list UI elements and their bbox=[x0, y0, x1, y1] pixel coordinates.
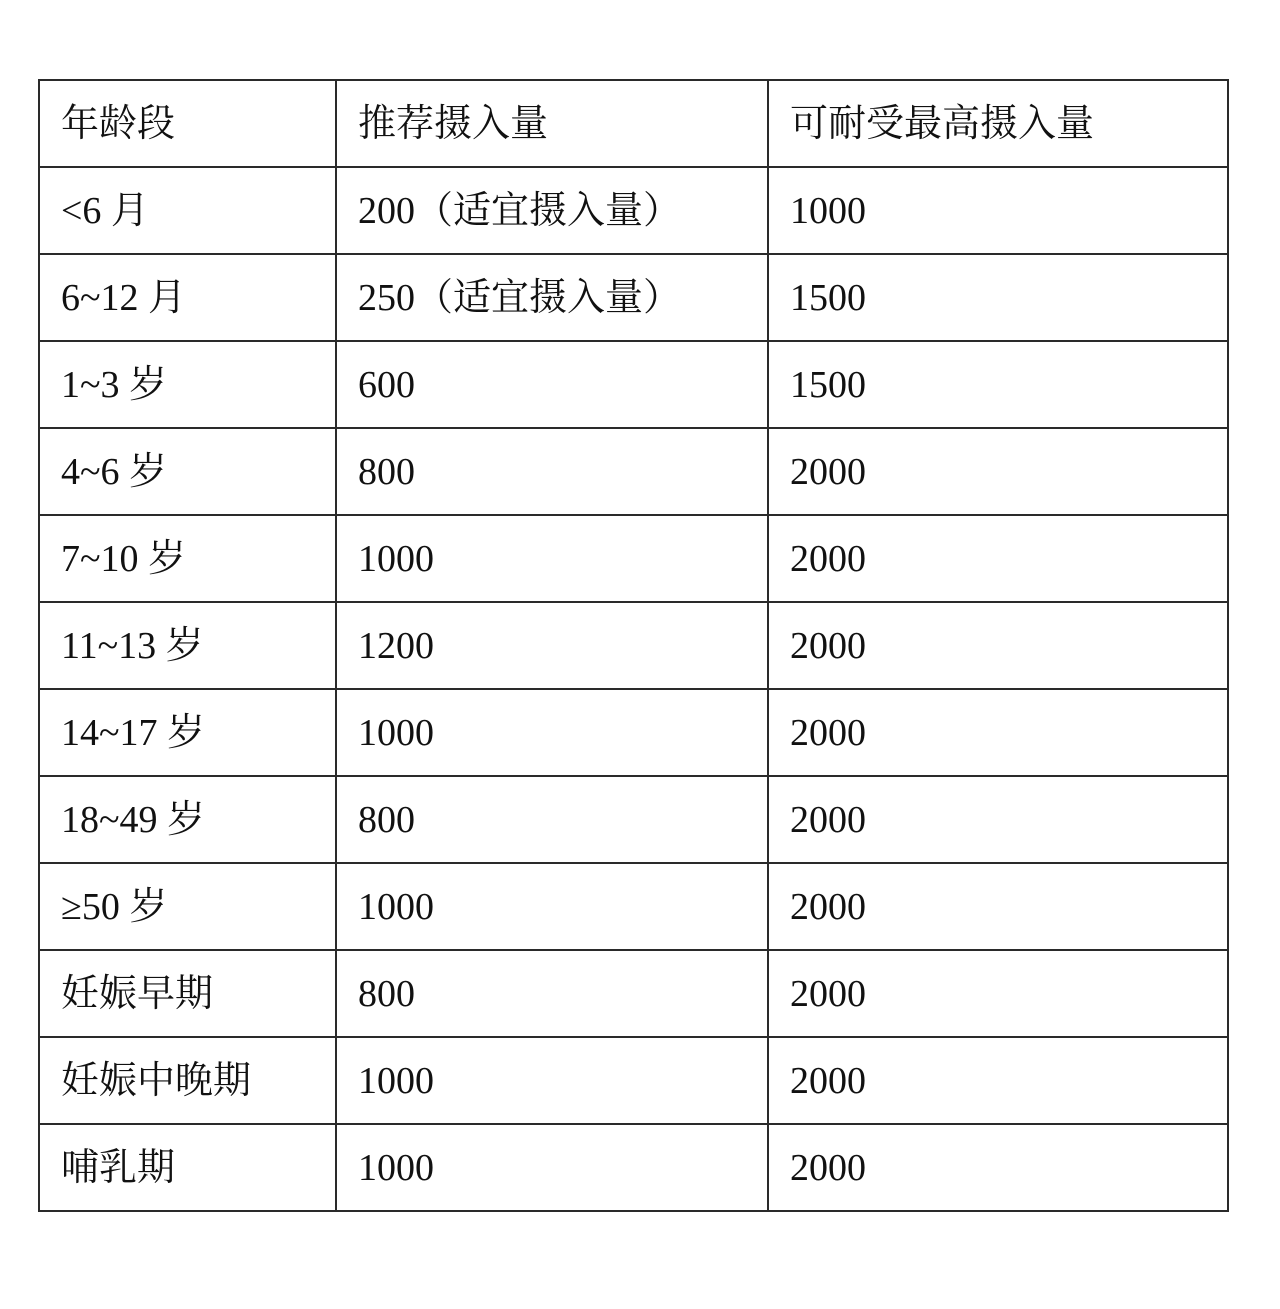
recommended-intake-cell: 800 bbox=[336, 950, 768, 1037]
age-group-cell: 妊娠早期 bbox=[39, 950, 336, 1037]
recommended-intake-cell: 1000 bbox=[336, 863, 768, 950]
header-cell-recommended-intake: 推荐摄入量 bbox=[336, 80, 768, 167]
recommended-intake-cell: 1000 bbox=[336, 515, 768, 602]
tolerable-upper-intake-cell: 2000 bbox=[768, 428, 1228, 515]
table-row bbox=[39, 863, 1228, 950]
tolerable-upper-intake-cell: 2000 bbox=[768, 1124, 1228, 1211]
table-row bbox=[39, 602, 1228, 689]
table-row bbox=[39, 689, 1228, 776]
table-row bbox=[39, 515, 1228, 602]
recommended-intake-cell: 1000 bbox=[336, 1124, 768, 1211]
age-group-cell: 妊娠中晚期 bbox=[39, 1037, 336, 1124]
table-row bbox=[39, 1037, 1228, 1124]
age-group-cell: <6 月 bbox=[39, 167, 336, 254]
age-group-cell: 4~6 岁 bbox=[39, 428, 336, 515]
recommended-intake-cell: 200（适宜摄入量） bbox=[336, 167, 768, 254]
recommended-intake-cell: 600 bbox=[336, 341, 768, 428]
tolerable-upper-intake-cell: 2000 bbox=[768, 602, 1228, 689]
tolerable-upper-intake-cell: 2000 bbox=[768, 776, 1228, 863]
tolerable-upper-intake-cell: 2000 bbox=[768, 1037, 1228, 1124]
tolerable-upper-intake-cell: 1500 bbox=[768, 341, 1228, 428]
recommended-intake-cell: 1000 bbox=[336, 1037, 768, 1124]
tolerable-upper-intake-cell: 1500 bbox=[768, 254, 1228, 341]
age-group-cell: 14~17 岁 bbox=[39, 689, 336, 776]
table-row bbox=[39, 776, 1228, 863]
tolerable-upper-intake-cell: 2000 bbox=[768, 950, 1228, 1037]
table-row bbox=[39, 1124, 1228, 1211]
header-cell-age-group: 年龄段 bbox=[39, 80, 336, 167]
tolerable-upper-intake-cell: 1000 bbox=[768, 167, 1228, 254]
recommended-intake-cell: 250（适宜摄入量） bbox=[336, 254, 768, 341]
recommended-intake-cell: 800 bbox=[336, 776, 768, 863]
tolerable-upper-intake-cell: 2000 bbox=[768, 689, 1228, 776]
age-group-cell: 1~3 岁 bbox=[39, 341, 336, 428]
age-group-cell: 6~12 月 bbox=[39, 254, 336, 341]
recommended-intake-cell: 1200 bbox=[336, 602, 768, 689]
tolerable-upper-intake-cell: 2000 bbox=[768, 515, 1228, 602]
table-body bbox=[39, 80, 1228, 1211]
age-group-cell: ≥50 岁 bbox=[39, 863, 336, 950]
table-row bbox=[39, 341, 1228, 428]
table-row bbox=[39, 950, 1228, 1037]
age-group-cell: 哺乳期 bbox=[39, 1124, 336, 1211]
recommended-intake-cell: 800 bbox=[336, 428, 768, 515]
table-row bbox=[39, 428, 1228, 515]
recommended-intake-cell: 1000 bbox=[336, 689, 768, 776]
tolerable-upper-intake-cell: 2000 bbox=[768, 863, 1228, 950]
table-row bbox=[39, 167, 1228, 254]
table-row bbox=[39, 254, 1228, 341]
age-group-cell: 11~13 岁 bbox=[39, 602, 336, 689]
header-row bbox=[39, 80, 1228, 167]
age-group-cell: 7~10 岁 bbox=[39, 515, 336, 602]
age-group-cell: 18~49 岁 bbox=[39, 776, 336, 863]
intake-table bbox=[38, 79, 1229, 1212]
header-cell-tolerable-upper-intake: 可耐受最高摄入量 bbox=[768, 80, 1228, 167]
